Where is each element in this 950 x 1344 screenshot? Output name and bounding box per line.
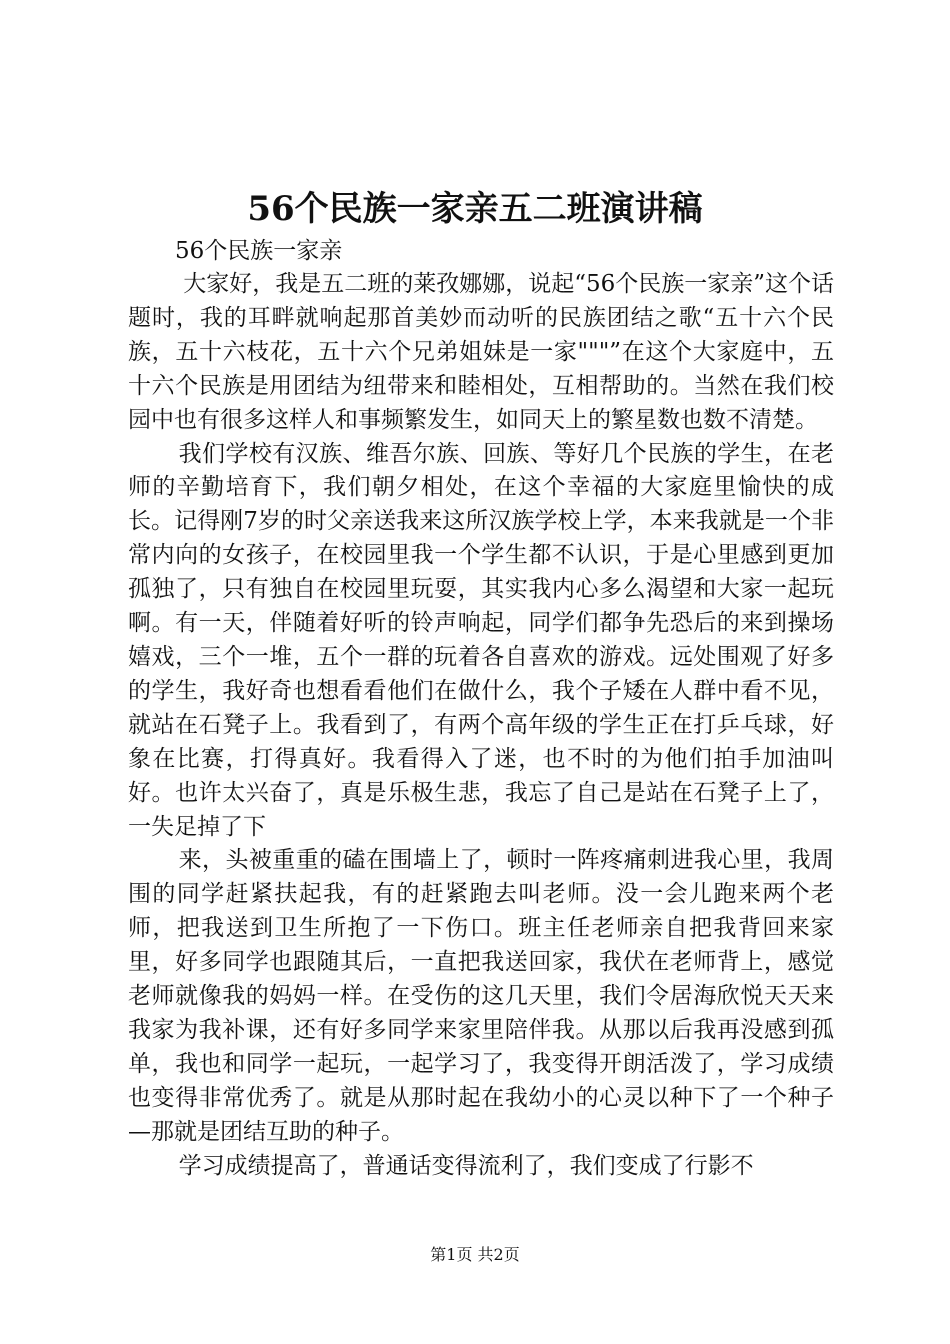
paragraph-3: 来，头被重重的磕在围墙上了，顿时一阵疼痛刺进我心里，我周围的同学赶紧扶起我，有的赶紧跑去叫老师。没一会儿跑来两个老师，把我送到卫生所抱了一下伤口。班主任老师亲自把我背回来家里，好多同学也跟随其后，一直把我送回家，我伏在老师背上，感觉老师就像我的妈妈一样。在受伤的这几天里，我们令居海欣悦天天来我家为我补课，还有好多同学来家里陪伴我。从那以后我再没感到孤单，我也和同学一起玩，一起学习了，我变得开朗活泼了，学习成绩也变得非常优秀了。就是从那时起在我幼小的心灵以种下了一个种子—那就是团结互助的种子。: [128, 847, 834, 1145]
paragraph-1: 大家好，我是五二班的莱孜娜娜，说起“56个民族一家亲”这个话题时，我的耳畔就响起那首美妙而动听的民族团结之歌“五十六个民族，五十六枝花，五十六个兄弟姐妹是一家"""”在这个大家庭中，五十六个民族是用团结为纽带来和睦相处，互相帮助的。当然在我们校园中也有很多这样人和事频繁发生，如同天上的繁星数也数不清楚。: [128, 271, 834, 433]
document-subtitle: 56个民族一家亲: [175, 238, 343, 264]
page-footer: 第1页 共2页: [430, 1245, 520, 1264]
paragraph-4: 学习成绩提高了，普通话变得流利了，我们变成了行影不: [178, 1152, 754, 1179]
paragraph-2: 我们学校有汉族、维吾尔族、回族、等好几个民族的学生，在老师的辛勤培育下，我们朝夕相处，在这个幸福的大家庭里愉快的成长。记得刚7岁的时父亲送我来这所汉族学校上学，本来我就是一个非常内向的女孩子，在校园里我一个学生都不认识，于是心里感到更加孤独了，只有独自在校园里玩耍，其实我内心多么渴望和大家一起玩啊。有一天，伴随着好听的铃声响起，同学们都争先恐后的来到操场嬉戏，三个一堆，五个一群的玩着各自喜欢的游戏。远处围观了好多的学生，我好奇也想看看他们在做什么，我个子矮在人群中看不见，就站在石凳子上。我看到了，有两个高年级的学生正在打乒乓球，好象在比赛，打得真好。我看得入了迷，也不时的为他们拍手加油叫好。也许太兴奋了，真是乐极生悲，我忘了自己是站在石凳子上了，一失足掉了下: [128, 440, 834, 840]
document-title: 56个民族一家亲五二班演讲稿: [247, 189, 703, 229]
document-body: [128, 268, 834, 1183]
